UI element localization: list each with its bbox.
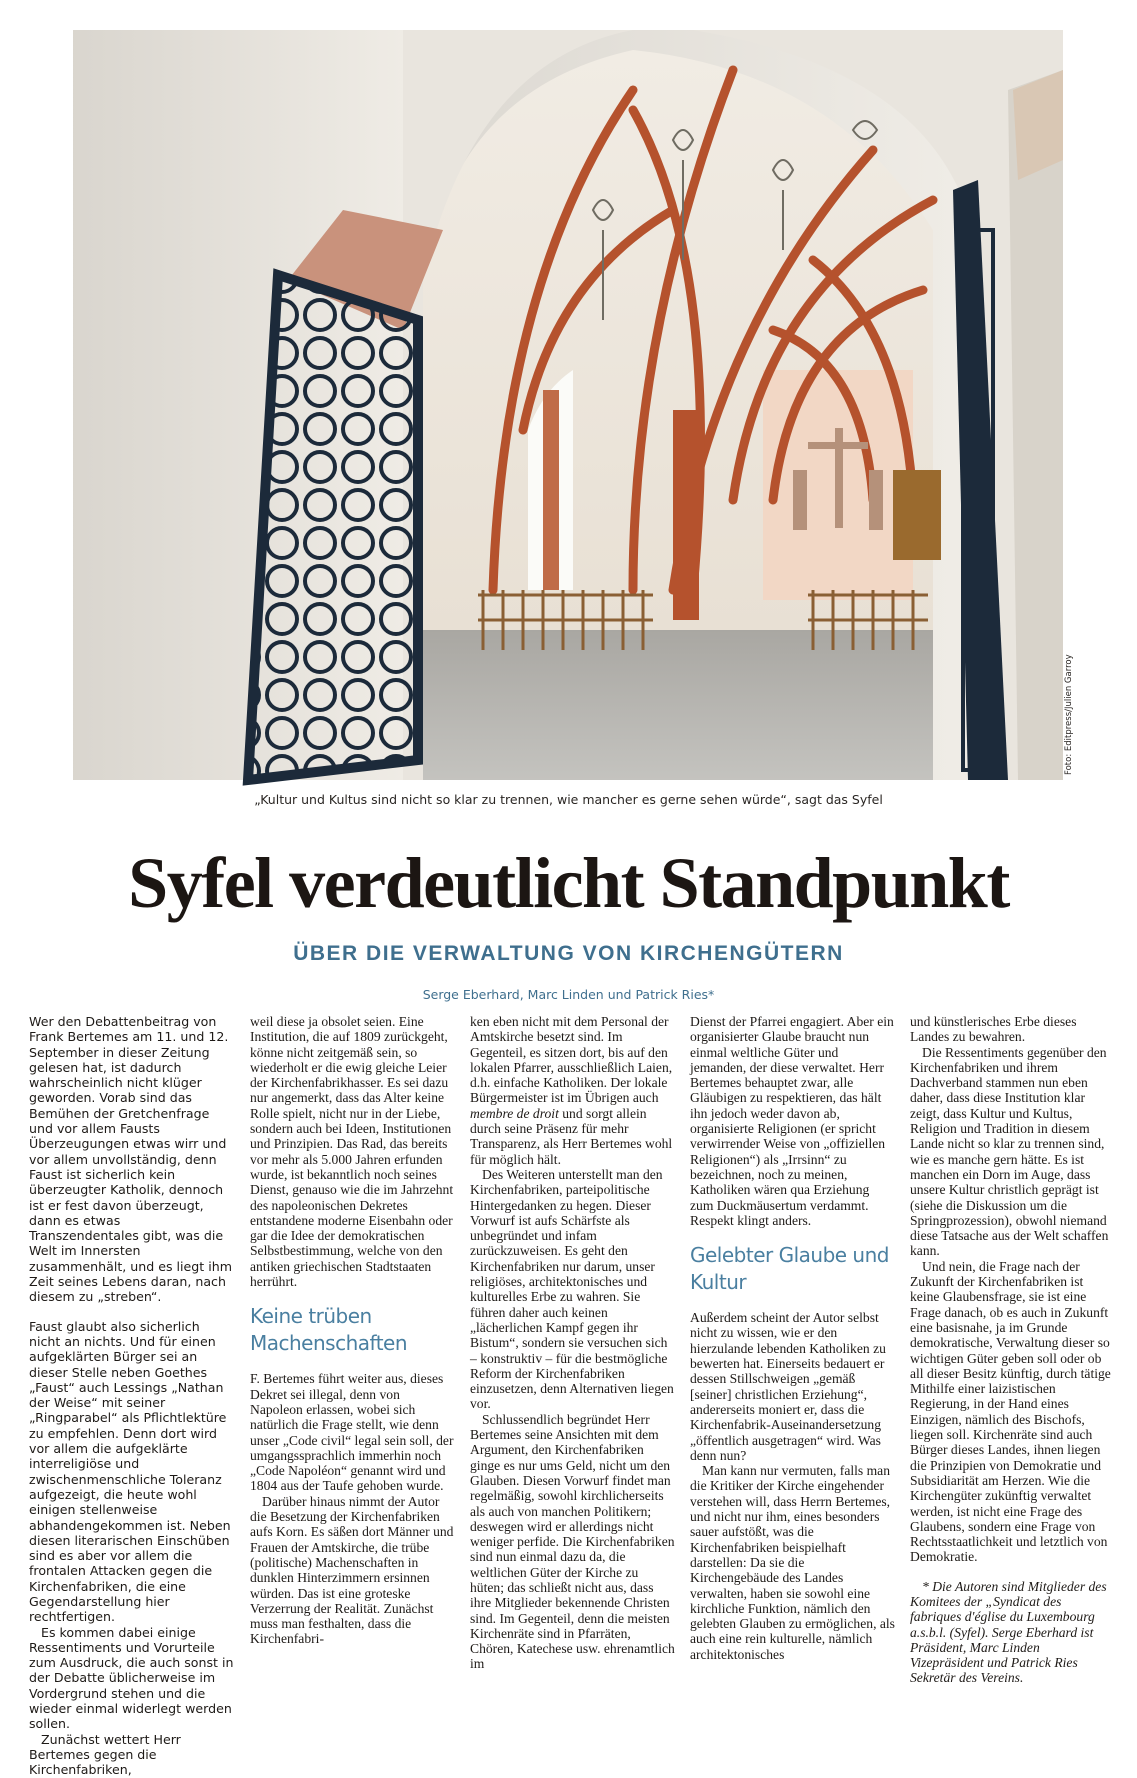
article-column-2 (250, 1014, 455, 1704)
paragraph: und künstlerisches Erbe dieses Landes zu bewahren. (910, 1014, 1077, 1045)
photo-credit (1064, 640, 1078, 785)
paragraph: Schlussendlich begründet Herr Bertemes seine Ansichten mit dem Argument, den Kirchenfabriken ginge es nur ums Geld, nicht um den Glauben. Diesen Vorwurf findet man regelmäßig, sowohl kirchlicherseits als auch von manchen Politikern; deswegen wird er allerdings nicht weniger perfide. Die Kirchenfabriken sind nun einmal dazu da, die weltlichen Güter der Kirche zu hüten; das schließt nicht aus, dass ihre Mitglieder bekennende Christen sind. Im Gegenteil, denn die meisten Kirchenräte sind in Pfarräten, Chören, Katechese usw. ehrenamtlich im (470, 1411, 675, 1672)
paragraph: Des Weiteren unterstellt man den Kirchenfabriken, parteipolitische Hintergedanken zu hegen. Dieser Vorwurf ist aufs Schärfste als unbegründet und infam zurückzuweisen. Es geht den Kirchenfabriken nur darum, unser religiöses, architektonisches und kulturelles Erbe zu wahren. Sie führen daher auch keinen „lächerlichen Kampf gegen ihr Bistum“, sondern sie versuchen sich – konstruktiv – für die bestmögliche Reform der Kirchenfabriken einzusetzen, denn Alternativen liegen vor. (470, 1166, 674, 1412)
paragraph: Außerdem scheint der Autor selbst nicht zu wissen, wie er den hierzulande lebenden Katholiken zu bewerten hat. Einerseits bedauert er dessen Stillschweigen „gemäß [seiner] christlichen Erziehung“, andererseits moniert er, dass die Kirchenfabrik-Auseinandersetzung „öffentlich ausgetragen“ wird. Was denn nun? (690, 1310, 886, 1463)
paragraph: Zunächst wettert Herr Bertemes gegen die Kirchenfabriken, (29, 1731, 181, 1778)
section-heading: Keine trüben Machenschaften (250, 1304, 408, 1356)
section-heading: Gelebter Glaube und Kultur (690, 1243, 889, 1295)
headline: Syfel verdeutlicht Standpunkt (128, 843, 1009, 923)
church-photo (73, 30, 1063, 780)
paragraph: Die Ressentiments gegenüber den Kirchenfabriken und ihrem Dachverband stammen nun eben daher, dass diese Institution klar zeigt, dass Kultur und Kultus, Religion und Tradition in diesem Lande nicht so klar zu trennen sind, wie es manche gern hätte. Es ist manchen ein Dorn im Auge, dass unsere Kultur christlich geprägt ist (siehe die Diskussion um die Springprozession), obwohl niemand diese Tatsache aus der Welt schaffen kann. (910, 1044, 1109, 1259)
article-column-5 (910, 1014, 1115, 1704)
article-column-1 (29, 1014, 234, 1778)
paragraph: Dienst der Pfarrei engagiert. Aber ein organisierter Glaube braucht nun einmal weltliche Güter und jemanden, der diese verwaltet. Herr Bertemes behauptet zwar, alle Gläubigen zu respektieren, das hält ihn jedoch weder davon ab, organisierte Religionen (er spricht verwirrender Weise von „offiziellen Religionen“) als „Irrsinn“ zu bezeichnen, noch zu meinen, Katholiken wären qua Erziehung zum Duckmäusertum verdammt. Respekt klingt anders. (690, 1014, 894, 1228)
paragraph: Darüber hinaus nimmt der Autor die Besetzung der Kirchenfabriken aufs Korn. Es säßen dort Männer und Frauen der Amtskirche, die trübe (politische) Machenschaften in dunklen Hinterzimmern ersinnen würden. Das ist eine groteske Verzerrung der Realität. Zunächst muss man festhalten, dass die Kirchenfabri- (250, 1493, 454, 1647)
church-interior-illustration (73, 30, 1063, 780)
paragraph (470, 1014, 675, 1167)
paragraph: Es kommen dabei einige Ressentiments und Vorurteile zum Ausdruck, die auch sonst in der Debatte üblicherweise im Vordergrund stehen und die wieder einmal widerlegt werden sollen. (29, 1624, 234, 1732)
text-run: ken eben nicht mit dem Personal der Amtskirche besetzt sind. Im Gegenteil, es sitzen dort, bis auf den lokalen Pfarrer, ausschließlich Laien, d.h. einfache Katholiken. Der lokale Bürgermeister ist im Übrigen auch (470, 1014, 673, 1106)
author-note: * Die Autoren sind Mitglieder des Komitees der „Syndicat des fabriques d'église du Luxembourg a.s.b.l. (Syfel). Serge Eberhard ist Präsident, Marc Linden Vizepräsident und Patrick Ries Sekretär des Vereins. (910, 1578, 1107, 1686)
paragraph: Man kann nur vermuten, falls man die Kritiker der Kirche eingehender verstehen will, dass Herrn Bertemes, und nicht nur ihm, eines besonders sauer aufstößt, was die Kirchenfabriken beispielhaft darstellen: Da sie die Kirchengebäude des Landes verwalten, haben sie sowohl eine kirchliche Funktion, nämlich den gelebten Glauben zu ermöglichen, als auch eine rein kulturelle, nämlich architektonisches (690, 1463, 895, 1662)
text-run: und sorgt allein durch seine Präsenz für mehr Transparenz, als Herr Bertemes wohl für möglich hält. (470, 1105, 673, 1167)
photo-credit-text: Foto: Editpress/Julien Garroy (1064, 654, 1074, 775)
emphasis: membre de droit (470, 1105, 559, 1121)
paragraph: Wer den Debattenbeitrag von Frank Bertemes am 11. und 12. September in dieser Zeitung gelesen hat, ist dadurch wahrscheinlich nicht klüger geworden. Vorab sind das Bemühen der Gretchenfrage und vor allem Fausts Überzeugungen etwas wirr und vor allem unvollständig, denn Faust ist sicherlich kein überzeugter Katholik, dennoch ist er fest davon überzeugt, dann es etwas Transzendentales gibt, was die Welt im Innersten zusammenhält, und es liegt ihm Zeit seines Lebens daran, nach diesem zu „streben“. (29, 1014, 232, 1305)
paragraph: Faust glaubt also sicherlich nicht an nichts. Und für einen aufgeklärten Bürger sei an dieser Stelle neben Goethes „Faust“ auch Lessings „Nathan der Weise“ mit seiner „Ringparabel“ als Pflichtlektüre zu empfehlen. Denn dort wird vor allem die aufgeklärte interreligiöse und zwischenmenschliche Toleranz aufgezeigt, die heute wohl einigen stellenweise abhandengekommen ist. Neben diesen literarischen Einschüben sind es aber vor allem die frontalen Attacken gegen die Kirchenfabriken, die eine Gegendarstellung hier rechtfertigen. (29, 1318, 231, 1625)
paragraph: weil diese ja obsolet seien. Eine Institution, die auf 1809 zurückgeht, könne nicht zeitgemäß sein, so wiederholt er die ewig gleiche Leier der Kirchenfabrikhasser. Es sei dazu nur angemerkt, dass das Alter keine Rolle spielt, nicht nur in der Liebe, sondern auch bei Ideen, Institutionen und Prinzipien. Das Rad, das bereits vor mehr als 5.000 Jahren erfunden wurde, ist bekanntlich noch seines Dienst, genauso wie die im Jahrzehnt des napoleonischen Dekretes entstandene moderne Eisenbahn oder gar die Idee der demokratischen Selbstbestimmung, welche von den antiken griechischen Stadtstaaten herrührt. (250, 1014, 454, 1290)
byline: Serge Eberhard, Marc Linden und Patrick Ries* (422, 987, 715, 1002)
paragraph: Und nein, die Frage nach der Zukunft der Kirchenfabriken ist keine Glaubensfrage, sie ist eine Frage danach, ob es auch in Zukunft eine basisnahe, ja im Grunde demokratische, Verwaltung dieser so wichtigen Güter geben soll oder ob all dieser Besitz künftig, durch tätige Mithilfe einer laizistischen Regierung, in der Hand eines Einzigen, nämlich des Bischofs, liegen soll. Kirchenräte sind auch Bürger dieses Landes, ihnen liegen die Prinzipien von Demokratie und Subsidiarität am Herzen. Wie die Kirchengüter zukünftig verwaltet werden, ist nicht eine Frage des Glaubens, sondern eine Frage von Rechtsstaatlichkeit und letztlich von Demokratie. (910, 1258, 1111, 1565)
photo-caption: „Kultur und Kultus sind nicht so klar zu trennen, wie mancher es gerne sehen würde“, sagt das Syfel (254, 792, 883, 807)
article-column-3 (470, 1014, 675, 1704)
subheadline: ÜBER DIE VERWALTUNG VON KIRCHENGÜTERN (293, 942, 844, 965)
paragraph: F. Bertemes führt weiter aus, dieses Dekret sei illegal, denn von Napoleon erlassen, wobei sich natürlich die Frage stellt, wie denn unser „Code civil“ legal sein soll, der umgangssprachlich immerhin noch „Code Napoléon“ genannt wird und 1804 aus der Taufe gehoben wurde. (250, 1371, 454, 1494)
article-column-4 (690, 1014, 895, 1704)
